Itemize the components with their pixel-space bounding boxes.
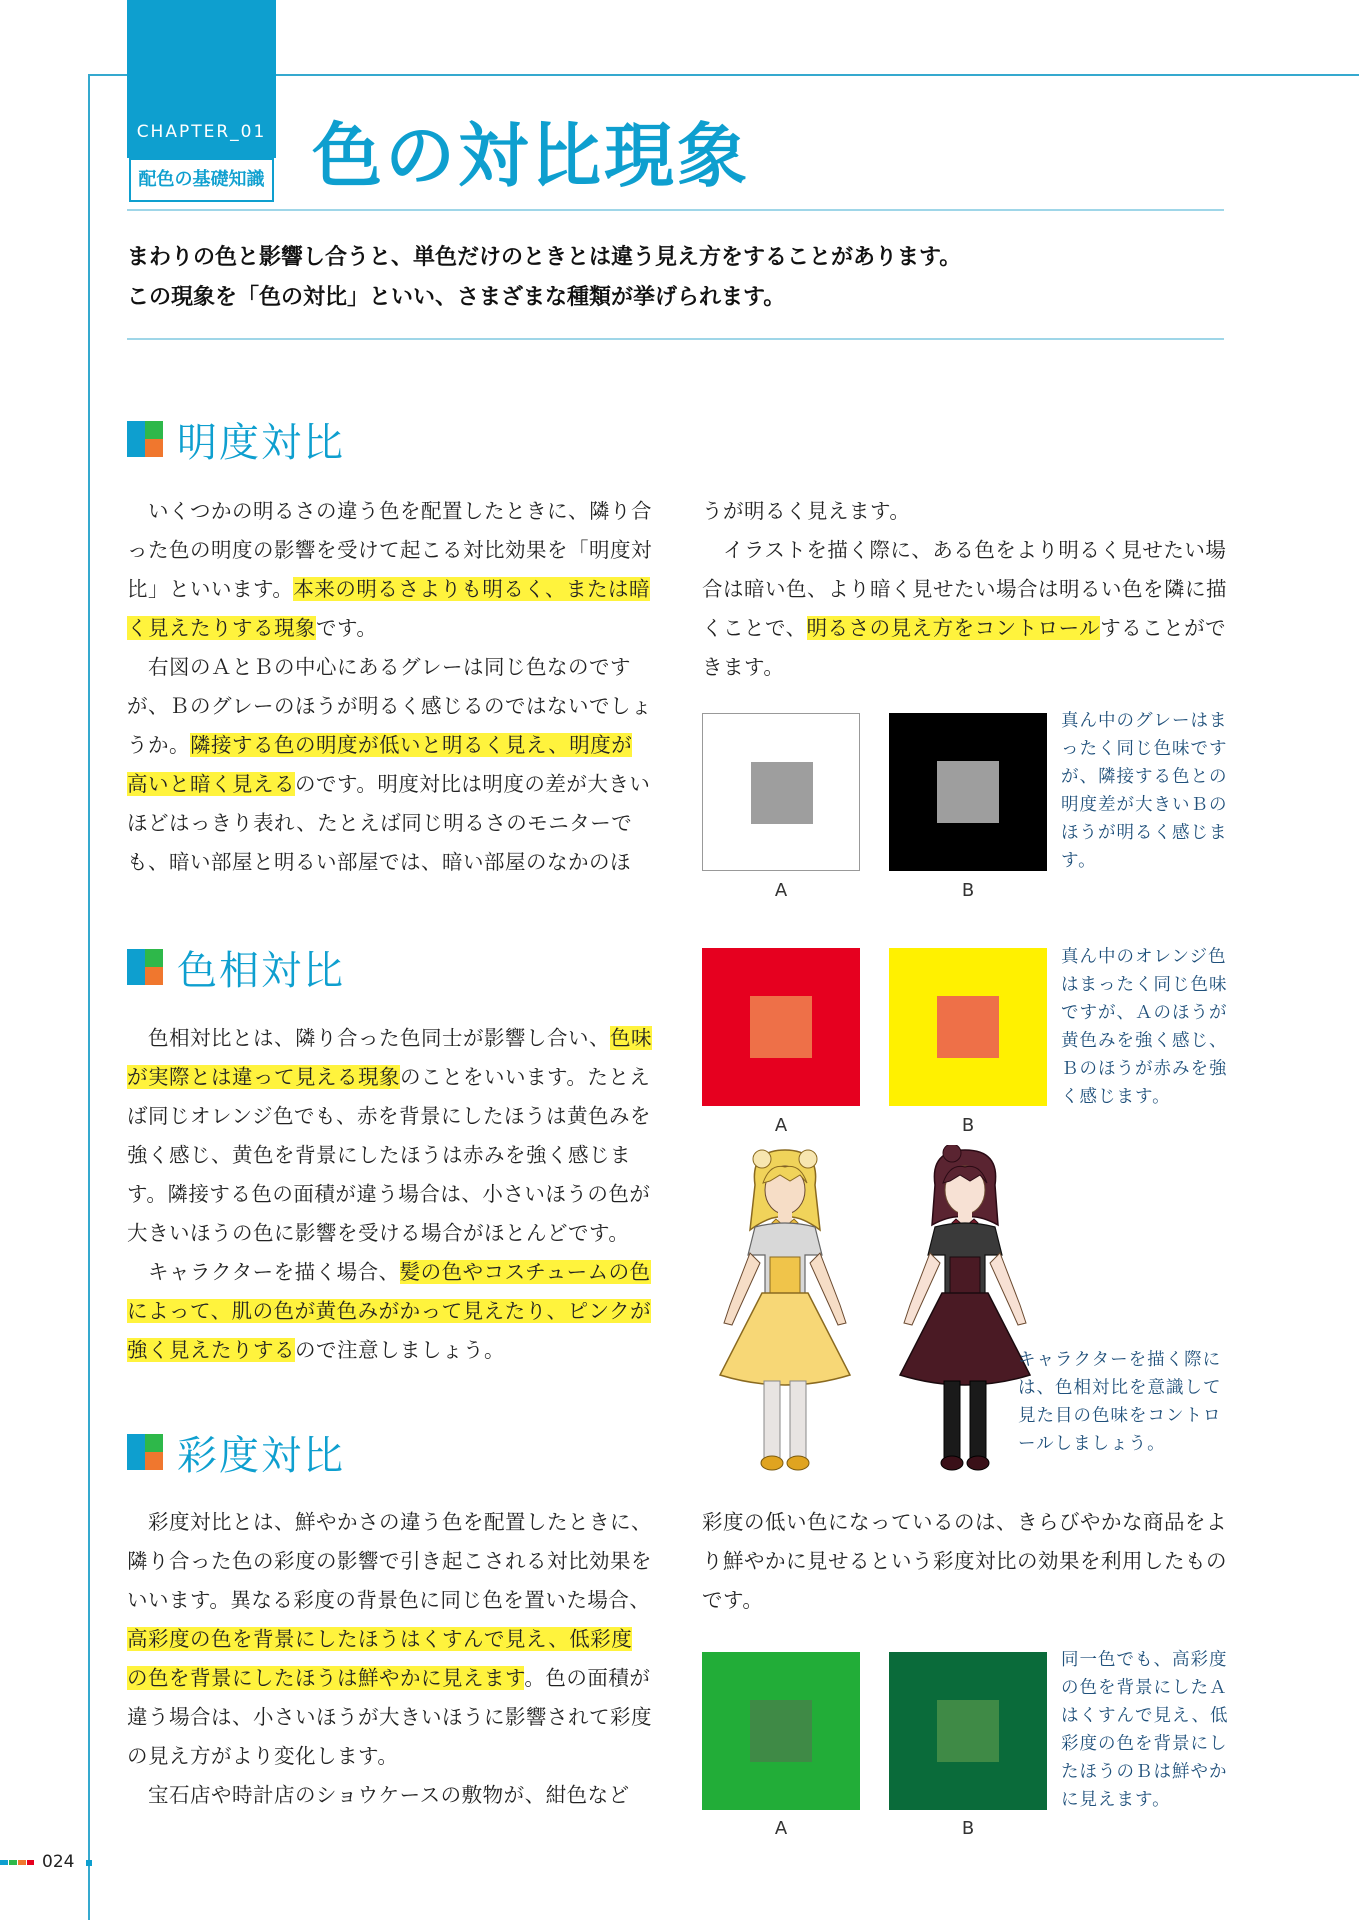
body-text-segment: いくつかの明るさの違う色を配置したときに、隣り合った色の明度の影響を受けて起こる対比効果を「明度対比」といいます。 <box>127 499 652 601</box>
lightness-paragraph-1 <box>127 492 652 648</box>
lightness-body-left <box>127 492 652 882</box>
saturation-body-left <box>127 1503 652 1815</box>
saturation-paragraph-1 <box>127 1503 652 1776</box>
hue-caption <box>1061 943 1229 1111</box>
green-center-b <box>937 1700 999 1762</box>
section-color-icon <box>127 421 163 457</box>
body-text-segment: です。 <box>316 616 378 640</box>
page-number: 024 <box>42 1852 75 1872</box>
section-color-icon <box>127 949 163 985</box>
gray-center-b <box>937 761 999 823</box>
body-text-segment: 色相対比とは、隣り合った色同士が影響し合い、 <box>127 1026 610 1050</box>
frame-top-line <box>88 74 1359 76</box>
section-title-lightness: 明度対比 <box>177 419 345 466</box>
body-text-segment: 彩度対比とは、鮮やかさの違う色を配置したときに、隣り合った色の彩度の影響で引き起こされる対比効果をいいます。異なる彩度の背景色に同じ色を置いた場合、 <box>127 1510 652 1612</box>
intro-line-1: まわりの色と影響し合うと、単色だけのときとは違う見え方をすることがあります。 <box>127 245 962 270</box>
character-caption-text: キャラクターを描く際には、色相対比を意識して見た目の色味をコントロールしましょう。 <box>1018 1350 1222 1454</box>
frame-left-line <box>88 74 90 1920</box>
highlight-text: 色味が実際とは違って見える現象 <box>127 1026 652 1089</box>
hue-caption-text: 真ん中のオレンジ色はまったく同じ色味ですが、Ａのほうが黄色みを強く感じ、Ｂのほうが赤みを強く感じます。 <box>1061 947 1228 1107</box>
section-title-hue: 色相対比 <box>177 947 345 994</box>
saturation-paragraph-continued: 彩度の低い色になっているのは、きらびやかな商品をより鮮やかに見せるという彩度対比の効果を利用したものです。 <box>702 1510 1227 1612</box>
lightness-swatch-a <box>702 713 860 871</box>
hue-label-b: B <box>961 1115 975 1136</box>
hue-swatch-b <box>889 948 1047 1106</box>
saturation-label-a: A <box>774 1818 788 1839</box>
hue-label-a: A <box>774 1115 788 1136</box>
intro-text <box>127 238 1227 318</box>
lightness-paragraph-3 <box>702 531 1227 687</box>
lightness-caption <box>1061 707 1229 875</box>
chapter-subtitle: 配色の基礎知識 <box>129 158 274 202</box>
hue-paragraph-2 <box>127 1253 652 1370</box>
orange-center-a <box>750 996 812 1058</box>
title-rule <box>127 209 1224 211</box>
gray-center-a <box>751 762 813 824</box>
highlight-text: 本来の明るさよりも明るく、または暗く見えたりする現象 <box>127 577 650 640</box>
intro-rule <box>127 338 1224 340</box>
highlight-text: 高彩度の色を背景にしたほうはくすんで見え、低彩度の色を背景にしたほうは鮮やかに見えます <box>127 1627 633 1690</box>
chapter-label: CHAPTER_01 <box>136 122 267 142</box>
body-text-segment: のです。明度対比は明度の差が大きいほどはっきり表れ、たとえば同じ明るさのモニターでも、暗い部屋と明るい部屋では、暗い部屋のなかのほ <box>127 772 651 874</box>
intro-line-2: この現象を「色の対比」といい、さまざまな種類が挙げられます。 <box>127 285 786 310</box>
body-text-segment: 。色の面積が違う場合は、小さいほうが大きいほうに影響されて彩度の見え方がより変化します。 <box>127 1666 652 1768</box>
section-color-icon <box>127 1434 163 1470</box>
saturation-caption-text: 同一色でも、高彩度の色を背景にしたＡはくすんで見え、低彩度の色を背景にしたほうのＢは鮮やかに見えます。 <box>1061 1650 1229 1810</box>
saturation-caption <box>1061 1646 1229 1814</box>
character-yellow-illustration <box>700 1145 870 1485</box>
lightness-body-right <box>702 492 1227 687</box>
highlight-text: 明るさの見え方をコントロール <box>806 616 1101 640</box>
lightness-paragraph-2 <box>127 648 652 882</box>
highlight-text: 隣接する色の明度が低いと明るく見え、明度が高いと暗く見える <box>127 733 633 796</box>
body-text-segment: ので注意しましょう。 <box>295 1338 505 1362</box>
lightness-label-b: B <box>961 880 975 901</box>
body-text-segment: 右図のＡとＢの中心にあるグレーは同じ色なのですが、Ｂのグレーのほうが明るく感じるのではないでしょうか。 <box>127 655 652 757</box>
lightness-caption-text: 真ん中のグレーはまったく同じ色味ですが、隣接する色との明度差が大きいＢのほうが明るく感じます。 <box>1061 711 1228 871</box>
character-caption <box>1018 1346 1230 1458</box>
highlight-text: 髪の色やコスチュームの色によって、肌の色が黄色みがかって見えたり、ピンクが強く見えたりする <box>127 1260 652 1362</box>
hue-body <box>127 1019 652 1370</box>
page-title: 色の対比現象 <box>312 115 750 197</box>
body-text-segment: することができます。 <box>702 616 1227 679</box>
lightness-label-a: A <box>774 880 788 901</box>
lightness-paragraph-continued: うが明るく見えます。 <box>702 499 911 523</box>
saturation-swatch-a <box>702 1652 860 1810</box>
page-number-color-bar <box>0 1860 34 1865</box>
page-number-dot <box>86 1860 92 1866</box>
body-text-segment: キャラクターを描く場合、 <box>127 1260 400 1284</box>
section-title-saturation: 彩度対比 <box>177 1432 345 1479</box>
section-heading-hue <box>127 942 345 992</box>
body-text-segment: イラストを描く際に、ある色をより明るく見せたい場合は暗い色、より暗く見せたい場合は明るい色を隣に描くことで、 <box>702 538 1227 640</box>
section-heading-saturation <box>127 1427 345 1477</box>
orange-center-b <box>937 996 999 1058</box>
saturation-swatch-b <box>889 1652 1047 1810</box>
saturation-paragraph-2: 宝石店や時計店のショウケースの敷物が、紺色など <box>127 1783 630 1807</box>
hue-swatch-a <box>702 948 860 1106</box>
section-heading-lightness <box>127 414 345 464</box>
saturation-label-b: B <box>961 1818 975 1839</box>
saturation-body-right <box>702 1503 1227 1620</box>
green-center-a <box>750 1700 812 1762</box>
hue-paragraph-1 <box>127 1019 652 1253</box>
body-text-segment: のことをいいます。たとえば同じオレンジ色でも、赤を背景にしたほうは黄色みを強く感じ、黄色を背景にしたほうは赤みを強く感じます。隣接する色の面積が違う場合は、小さいほうの色が大きいほうの色に影響を受ける場合がほとんどです。 <box>127 1065 651 1245</box>
lightness-swatch-b <box>889 713 1047 871</box>
